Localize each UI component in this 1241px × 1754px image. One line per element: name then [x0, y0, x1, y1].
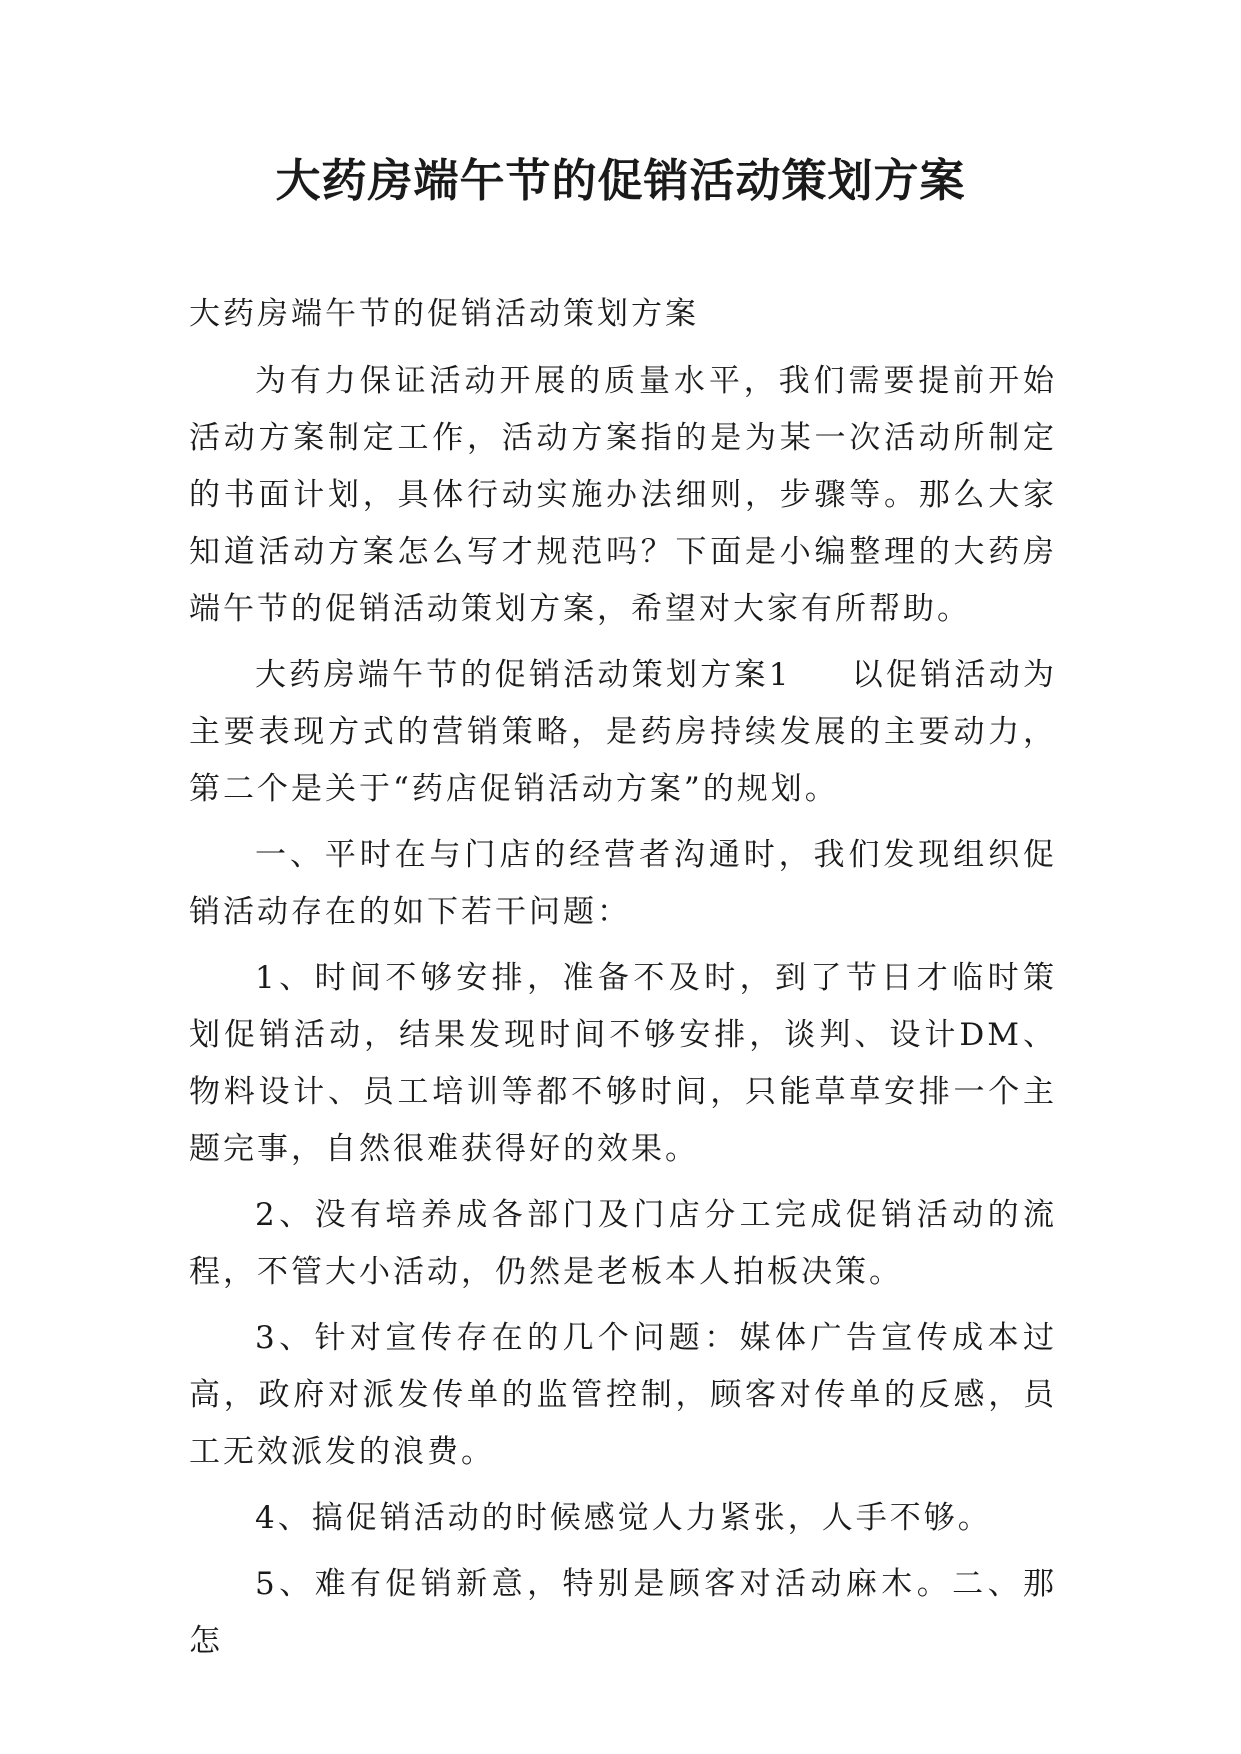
section-1-paragraph	[189, 647, 1057, 818]
section-heading: 大药房端午节的促销活动策划方案1	[255, 657, 792, 693]
problem-3-paragraph: 3、针对宣传存在的几个问题：媒体广告宣传成本过高，政府对派发传单的监管控制，顾客对传单的反感，员工无效派发的浪费。	[189, 1320, 1057, 1470]
problem-4-paragraph: 4、搞促销活动的时候感觉人力紧张，人手不够。	[255, 1500, 992, 1536]
document-subtitle: 大药房端午节的促销活动策划方案	[189, 296, 699, 332]
problem-1-paragraph: 1、时间不够安排，准备不及时，到了节日才临时策划促销活动，结果发现时间不够安排，谈判、设计DM、物料设计、员工培训等都不够时间，只能草草安排一个主题完事，自然很难获得好的效果。	[189, 960, 1057, 1167]
document-body	[189, 286, 1057, 1679]
intro-paragraph: 为有力保证活动开展的质量水平，我们需要提前开始活动方案制定工作，活动方案指的是为某一次活动所制定的书面计划，具体行动实施办法细则，步骤等。那么大家知道活动方案怎么写才规范吗？下面是小编整理的大药房端午节的促销活动策划方案，希望对大家有所帮助。	[189, 363, 1057, 627]
section-1-text: 以促销活动为主要表现方式的营销策略，是药房持续发展的主要动力，第二个是关于“药店促销活动方案”的规划。	[189, 657, 1057, 807]
problem-5-paragraph: 5、难有促销新意，特别是顾客对活动麻木。二、那怎	[189, 1566, 1057, 1659]
problem-2-paragraph: 2、没有培养成各部门及门店分工完成促销活动的流程，不管大小活动，仍然是老板本人拍板决策。	[189, 1197, 1057, 1290]
document-title: 大药房端午节的促销活动策划方案	[275, 154, 966, 207]
problem-intro-paragraph: 一、平时在与门店的经营者沟通时，我们发现组织促销活动存在的如下若干问题：	[189, 837, 1057, 930]
